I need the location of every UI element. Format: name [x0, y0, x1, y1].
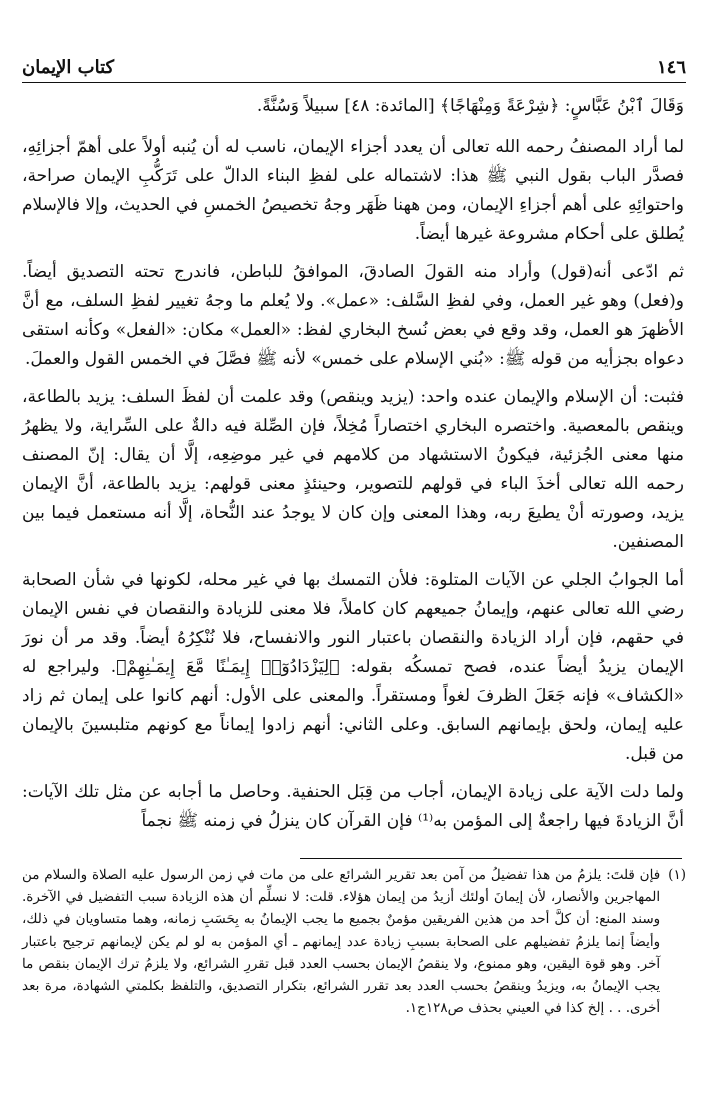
running-header [22, 50, 686, 78]
paragraph: ثم ادّعى أنه(قول) وأراد منه القولَ الصادقَ، الموافقُ للباطن، فاندرج تحته التصديق أيضاً. و(فعل) وهو غير العمل، وفي لفظِ السَّلف: «عمل». ولا يُعلم ما وجهُ تغيير لفظِ السلف، مع أنَّ الأظهرَ هو العمل، وقد وقع في بعض نُسخ البخاري لفظ: «العمل» مكان: «الفعل» وكأنه استقى دعواه بجزأيه من قوله ﷺ: «بُني الإسلام على خمس» لأنه ﷺ فصَّلَ في الخمس القول والعملَ. [22, 262, 684, 369]
paragraph: فثبت: أن الإسلام والإيمان عنده واحد: (يزيد وينقص) وقد علمت أن لفظَ السلف: يزيد بالطاعة، وينقص بالمعصية. واختصره البخاري اختصاراً مُخِلاً، فإن الصِّلة فيه دالةٌ على السِّراية، ولا يظهرُ منها معنى الجُزئية، فيكونُ الاستشهاد من كلامهم في غير موضِعِه، إلَّا أن يقال: إنّ المصنف رحمه الله تعالى أخذَ الباء في قولهم للتصوير، وحينئذٍ معنى قولهم: يزيد بالطاعة، أنَّ الإيمان يزيد، وصورته أنْ يطيعَ ربه، وهذا المعنى وإن كان لا يوجدُ عند النُّحاة، إلَّا أنه مستعمل فيما بين المصنفين. [22, 387, 684, 552]
paragraph: أما الجوابُ الجلي عن الآيات المتلوة: فلأن التمسك بها في غير محله، لكونها في شأن الصحابة رضي الله تعالى عنهم، وإيمانُ جميعهم كان كاملاً، فلا معنى للزيادة والنقصان في نفس الإيمان في حقهم، فإن أراد الزيادة والنقصان باعتبار النور والانفساح، فلا نُنْكِرُهُ أيضاً. وقد مر أن نورَ الإيمان يزيدُ أيضاً عنده، فصح تمسكُه بقوله: ﴿لِيَزْدَادُوٓا۟ إِيمَـٰنًا مَّعَ إِيمَـٰنِهِمْ﴾. وليراجع له «الكشاف» فإنه جَعَلَ الظرفَ لغواً ومستقراً. والمعنى على الأول: أنهم كانوا على إيمان ثم زاد عليه إيمان، ولحق بإيمانهم السابق. وعلى الثاني: أنهم زادوا إيماناً مع كونهم متلبسينَ بالإيمان من قبل. [22, 570, 684, 764]
header-rule [22, 82, 686, 83]
paragraph: ولما دلت الآية على زيادة الإيمان، أجاب من قِبَل الحنفية. وحاصل ما أجابه عن مثل تلك الآيات: أنَّ الزيادةَ فيها راجعةٌ إلى المؤمن به⁽¹⁾ فإن القرآن كان ينزلُ في زمنه ﷺ نجماً [22, 782, 684, 831]
opening-quote: وَقَالَ ٱبْنُ عَبَّاسٍ: ﴿شِرْعَةً وَمِنْهَاجًا﴾ [المائدة: ٤٨] سبيلاً وَسُنَّةً. [256, 96, 684, 116]
main-text [22, 92, 684, 845]
footnote-text: فإن قلتَ: يلزمُ من هذا تفضيلُ من آمن بعد تقرير الشرائع على من مات في زمن الرسول عليه الصلاة والسلام من المهاجرين والأنصار، لأن إيمانَ أولئك أزيدُ من إيمان هؤلاء. قلت: لا نسلِّم أن هذه الزيادة سبب التفضيل في الآخرة. وسند المنع: أن كلَّ أحد من هذين الفريقين مؤمنٌ بجميع ما يجب الإيمانُ به بِحَسَبِ زمانه، وهما متساويان في ذلك، وأيضاً إنما يلزمُ تفضيلهم على الصحابة بسببِ زيادة عدد إيمانهم ـ أي المؤمن به لو لم يكن لإيمانهم ترجيح باعتبار آخر. وهو قوة اليقين، وهو ممنوع، ولا ينقصُ الإيمان بحسب العدد قبل تقررِ الشرائع، ولا يلزمُ ترك الإيمان بنقص ما يجب الإيمانُ به، ويزيدُ وينقصُ بحسب العدد بعد تقرر الشرائع، بتكرار التصديق، والتلفظ بكلمتي الشهادة، مرة بعد أخرى. . . إلخ كذا في العيني بحذف ص١٢٨ج١. [22, 867, 661, 1017]
footnote-rule [300, 858, 682, 859]
paragraph: لما أراد المصنفُ رحمه الله تعالى أن يعدد أجزاء الإيمان، ناسب له أن يُنبه أولاً على أهمّ أجزائِهِ، فصدَّر الباب بقول النبي ﷺ هذا: لاشتماله على لفظِ البناء الدالّ على تَرَكُّبِ الإيمان صراحة، واحتوائِهِ على أهم أجزاءِ الإيمان، ومن ههنا ظَهَر وجهُ تخصيصُ الخمسِ في الحديث، وإلا فالإسلام يُطلق على أحكام مشروعة غيرها أيضاً. [22, 137, 684, 244]
footnote [22, 864, 686, 1019]
footnote-marker: (١) [668, 867, 686, 883]
page-number: ١٤٦ [656, 57, 686, 78]
book-title: كتاب الإيمان [22, 57, 115, 78]
